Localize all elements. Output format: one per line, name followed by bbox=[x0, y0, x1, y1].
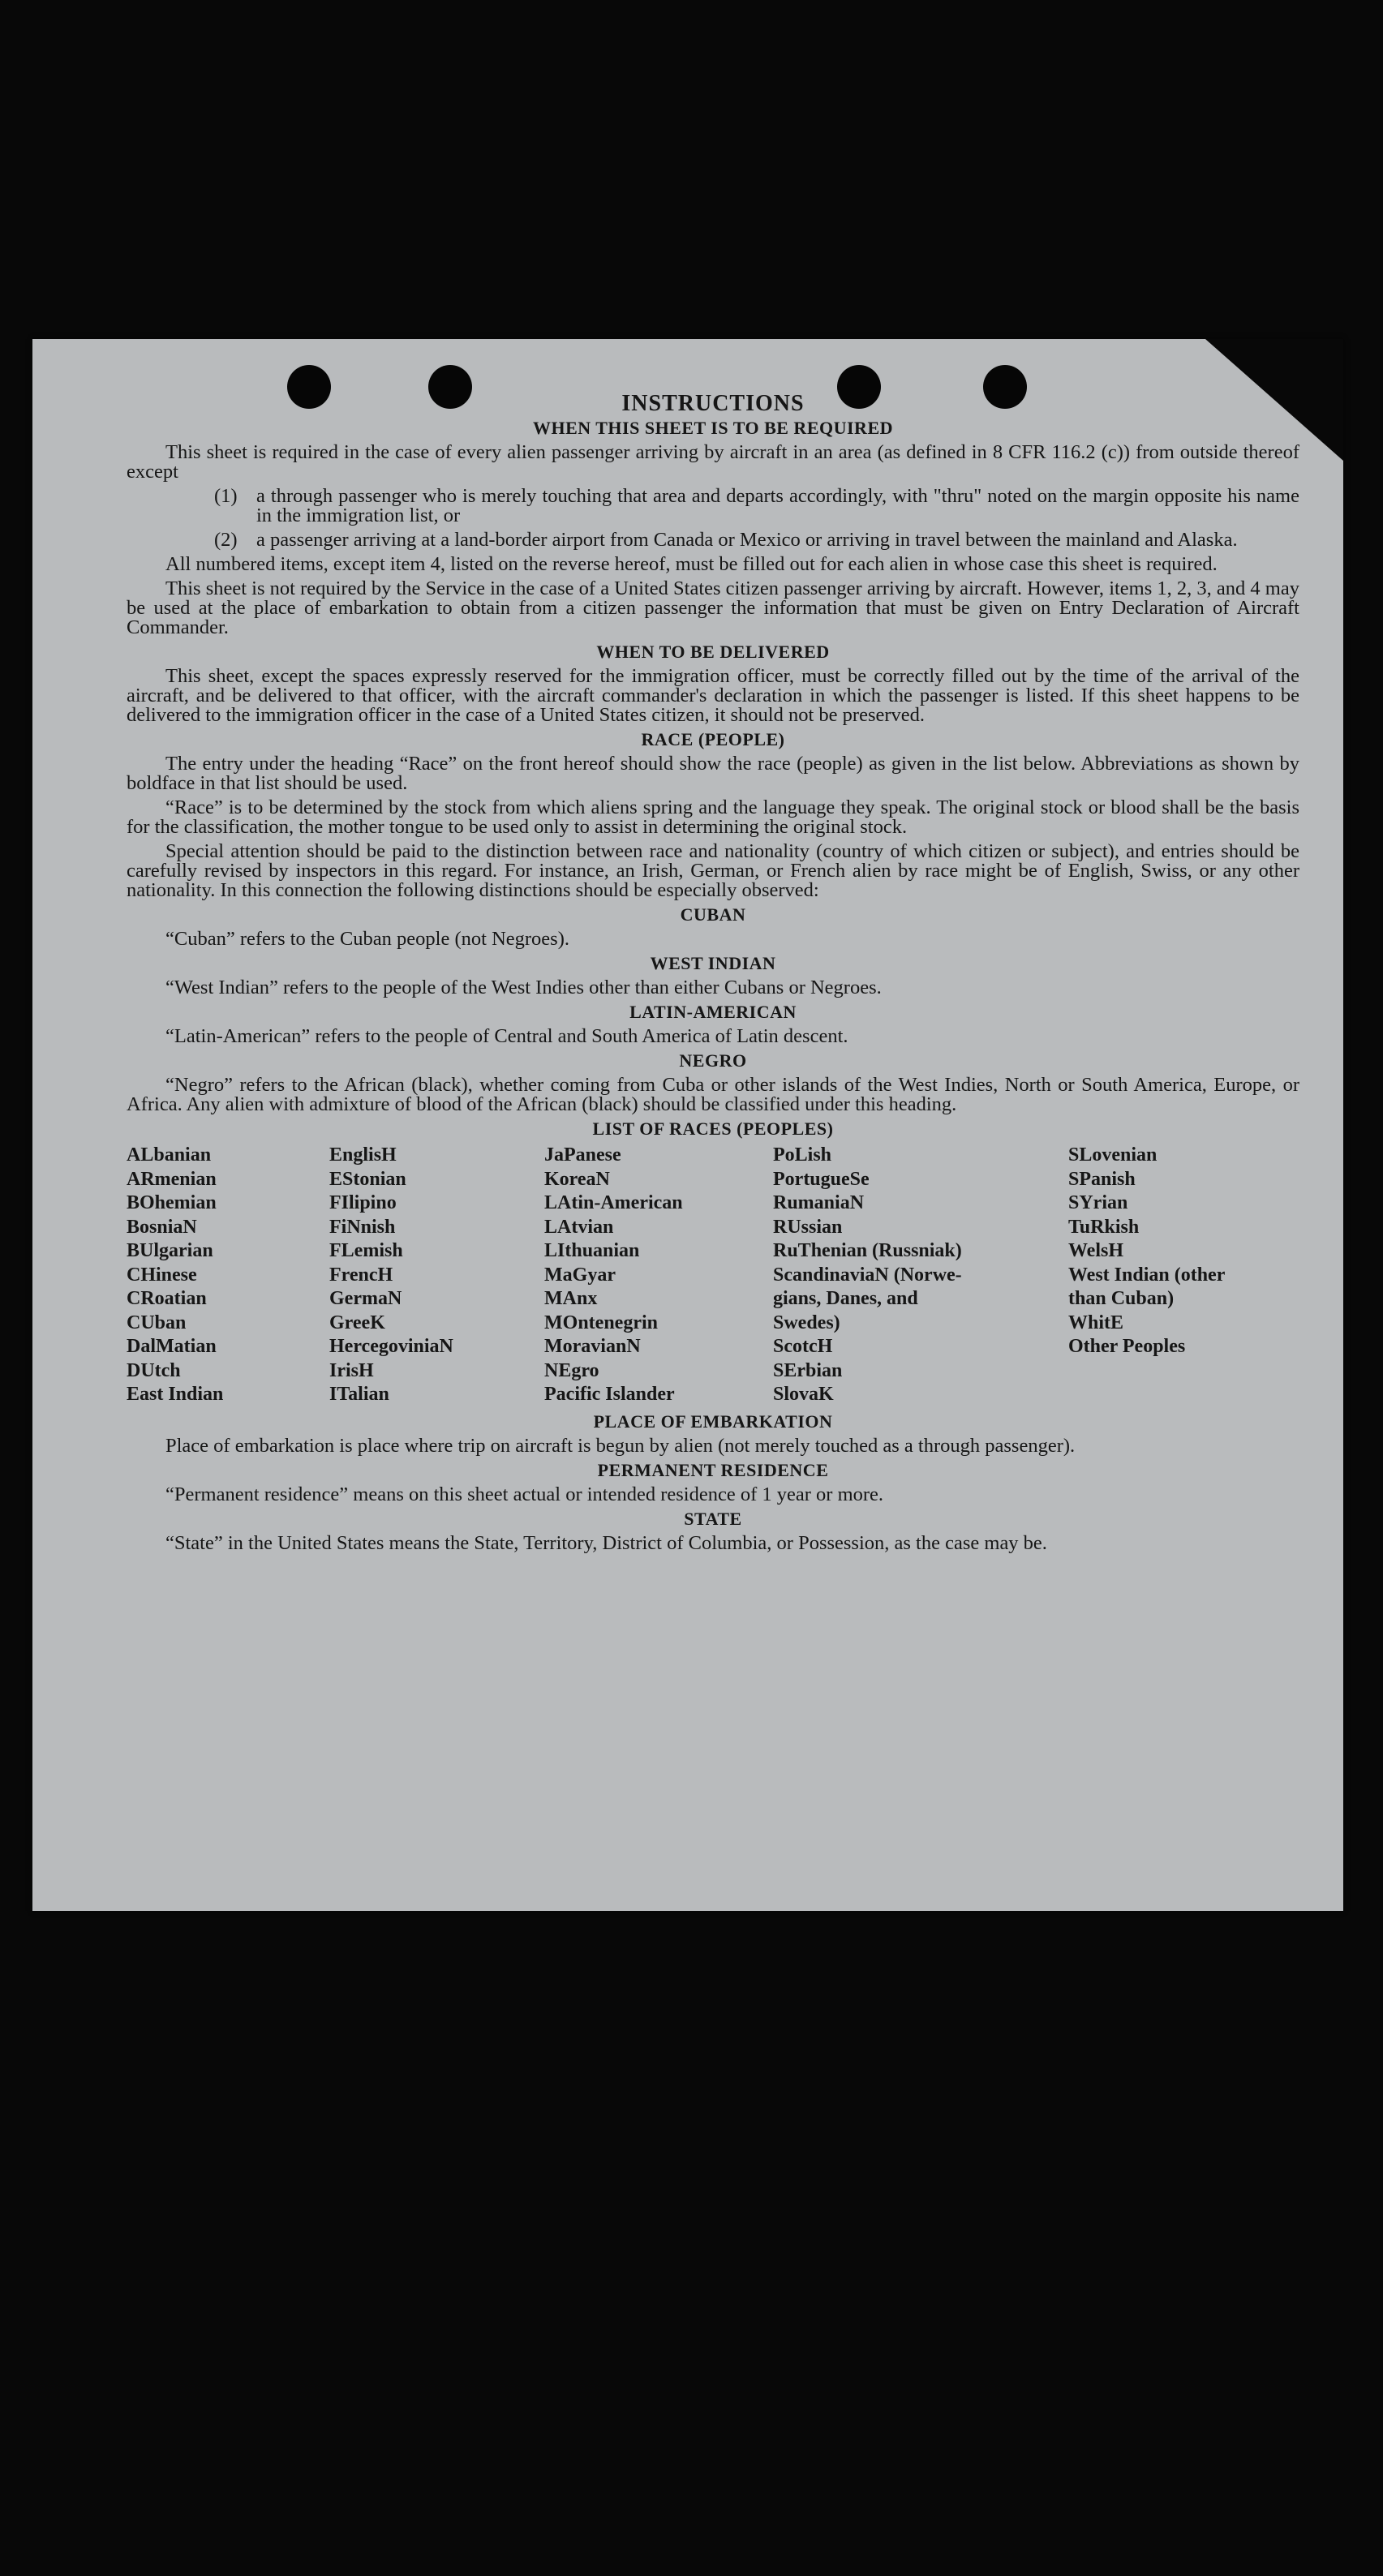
race-column bbox=[127, 1144, 329, 1407]
paragraph: “State” in the United States means the State, Territory, District of Columbia, or Possession, as the case may be. bbox=[165, 1531, 1047, 1554]
definition-text: “Cuban” refers to the Cuban people (not Negroes). bbox=[165, 928, 569, 950]
race-entry: ARmenian bbox=[127, 1168, 217, 1190]
race-entry: RumaniaN bbox=[773, 1192, 865, 1213]
item-number: (1) bbox=[214, 485, 238, 507]
race-entry: SErbian bbox=[773, 1359, 843, 1381]
race-entry: Swedes) bbox=[773, 1312, 840, 1333]
race-entry: SYrian bbox=[1068, 1192, 1128, 1213]
race-entry: BosniaN bbox=[127, 1216, 197, 1238]
paragraph: All numbered items, except item 4, listed on the reverse hereof, must be filled out for each alien in whose case this sheet is required. bbox=[165, 553, 1218, 575]
race-list bbox=[127, 1144, 1299, 1407]
race-entry: ITalian bbox=[329, 1384, 389, 1405]
race-entry: EnglisH bbox=[329, 1144, 397, 1166]
race-entry: ScotcH bbox=[773, 1336, 833, 1357]
race-entry: MAnx bbox=[544, 1288, 598, 1309]
race-entry: CHinese bbox=[127, 1264, 197, 1286]
race-entry: KoreaN bbox=[544, 1168, 610, 1190]
paragraph: “Race” is to be determined by the stock from which aliens spring and the language they speak. The original stock or blood shall be the basis for the classification, the mother tongue to be used only to assist in determining the original stock. bbox=[127, 796, 1299, 838]
race-entry: RuThenian (Russniak) bbox=[773, 1240, 962, 1261]
item-number: (2) bbox=[214, 529, 238, 551]
race-entry: Other Peoples bbox=[1068, 1336, 1186, 1357]
race-entry: Pacific Islander bbox=[544, 1384, 675, 1405]
race-entry: GermaN bbox=[329, 1288, 402, 1309]
section-heading: WHEN THIS SHEET IS TO BE REQUIRED bbox=[532, 418, 894, 438]
race-entry: West Indian (other bbox=[1068, 1264, 1226, 1286]
race-entry: CRoatian bbox=[127, 1288, 207, 1309]
section-heading: PLACE OF EMBARKATION bbox=[593, 1410, 833, 1432]
race-entry: PoLish bbox=[773, 1144, 832, 1166]
race-entry: IrisH bbox=[329, 1359, 374, 1381]
definition-text: “Latin-American” refers to the people of Central and South America of Latin descent. bbox=[165, 1025, 848, 1047]
section-heading: WEST INDIAN bbox=[650, 953, 776, 973]
section-heading: STATE bbox=[684, 1508, 742, 1529]
race-entry: RUssian bbox=[773, 1216, 843, 1238]
race-entry: FLemish bbox=[329, 1240, 403, 1261]
section-heading: WHEN TO BE DELIVERED bbox=[596, 642, 830, 662]
race-entry: WhitE bbox=[1068, 1312, 1124, 1333]
race-entry: East Indian bbox=[127, 1384, 224, 1405]
race-entry: BUlgarian bbox=[127, 1240, 213, 1261]
race-entry: DUtch bbox=[127, 1359, 181, 1381]
race-entry: BOhemian bbox=[127, 1192, 217, 1213]
race-column bbox=[544, 1144, 773, 1407]
race-entry: FIlipino bbox=[329, 1192, 397, 1213]
race-entry: FrencH bbox=[329, 1264, 393, 1286]
race-entry: GreeK bbox=[329, 1312, 385, 1333]
definition-text: “West Indian” refers to the people of the West Indies other than either Cubans or Negroes. bbox=[165, 977, 882, 998]
paragraph: This sheet is required in the case of every alien passenger arriving by aircraft in an area (as defined in 8 CFR 116.2 (c)) from outside thereof except bbox=[127, 441, 1299, 483]
paragraph: Place of embarkation is place where trip on aircraft is begun by alien (not merely touched as a through passenger). bbox=[165, 1434, 1076, 1457]
page-title: INSTRUCTIONS bbox=[621, 391, 805, 416]
item-text: a through passenger who is merely touching that area and departs accordingly, with "thru" noted on the margin opposite his name in the immigration list, or bbox=[256, 485, 1299, 526]
race-entry: than Cuban) bbox=[1068, 1288, 1175, 1309]
race-entry: LAtvian bbox=[544, 1216, 614, 1238]
race-entry: NEgro bbox=[544, 1359, 599, 1381]
race-entry: SlovaK bbox=[773, 1384, 834, 1405]
paragraph: “Permanent residence” means on this sheet actual or intended residence of 1 year or more. bbox=[165, 1483, 884, 1505]
section-heading: LATIN-AMERICAN bbox=[629, 1002, 797, 1022]
paragraph: This sheet, except the spaces expressly reserved for the immigration officer, must be correctly filled out by the time of the arrival of the aircraft, and be delivered to that officer, with the aircraft commander's declaration in which the passenger is listed. If this sheet happens to be delivered to the immigration officer in the case of a United States citizen, it should not be preserved. bbox=[127, 665, 1299, 726]
section-heading: CUBAN bbox=[680, 904, 746, 925]
race-entry: HercegoviniaN bbox=[329, 1336, 453, 1357]
race-entry: gians, Danes, and bbox=[773, 1288, 918, 1309]
paragraph: “Negro” refers to the African (black), whether coming from Cuba or other islands of the West Indies, North or South America, Europe, or Africa. Any alien with admixture of blood of the African (black) should be classified under this heading. bbox=[127, 1074, 1299, 1115]
race-entry: ScandinaviaN (Norwe- bbox=[773, 1264, 962, 1286]
list-item bbox=[127, 487, 1299, 526]
race-entry: WelsH bbox=[1068, 1240, 1124, 1261]
race-entry: MaGyar bbox=[544, 1264, 616, 1286]
paragraph: The entry under the heading “Race” on the front hereof should show the race (people) as given in the list below. Abbreviations as shown by boldface in that list should be used. bbox=[127, 753, 1299, 794]
race-entry: PortugueSe bbox=[773, 1168, 870, 1190]
race-entry: DalMatian bbox=[127, 1336, 217, 1357]
race-column bbox=[329, 1144, 544, 1407]
section-heading: PERMANENT RESIDENCE bbox=[597, 1459, 829, 1480]
race-entry: ALbanian bbox=[127, 1144, 212, 1166]
race-entry: MoravianN bbox=[544, 1336, 641, 1357]
race-entry: CUban bbox=[127, 1312, 187, 1333]
item-text: a passenger arriving at a land-border airport from Canada or Mexico or arriving in travel between the mainland and Alaska. bbox=[256, 529, 1238, 551]
race-column bbox=[1068, 1144, 1299, 1407]
race-entry: FiNnish bbox=[329, 1216, 396, 1238]
section-heading: NEGRO bbox=[679, 1050, 747, 1071]
race-entry: JaPanese bbox=[544, 1144, 621, 1166]
section-heading: LIST OF RACES (PEOPLES) bbox=[592, 1118, 834, 1139]
list-item bbox=[127, 530, 1299, 550]
race-entry: TuRkish bbox=[1068, 1216, 1140, 1238]
paragraph: Special attention should be paid to the distinction between race and nationality (country of which citizen or subject), and entries should be carefully revised by inspectors in this regard. For instance, an Irish, German, or French alien by race might be of English, Swiss, or any other nationality. In this connection the following distinctions should be especially observed: bbox=[127, 840, 1299, 901]
paragraph: This sheet is not required by the Service in the case of a United States citizen passenger arriving by aircraft. However, items 1, 2, 3, and 4 may be used at the place of embarkation to obtain from a citizen passenger the information that must be given on Entry Declaration of Aircraft Commander. bbox=[127, 577, 1299, 638]
race-entry: EStonian bbox=[329, 1168, 406, 1190]
instruction-sheet bbox=[32, 339, 1343, 1911]
race-column bbox=[773, 1144, 1068, 1407]
race-entry: SPanish bbox=[1068, 1168, 1136, 1190]
race-entry: LIthuanian bbox=[544, 1240, 640, 1261]
race-entry: MOntenegrin bbox=[544, 1312, 658, 1333]
document-body bbox=[127, 391, 1299, 1558]
section-heading: RACE (PEOPLE) bbox=[641, 729, 785, 749]
race-entry: LAtin-American bbox=[544, 1192, 683, 1213]
race-entry: SLovenian bbox=[1068, 1144, 1158, 1166]
